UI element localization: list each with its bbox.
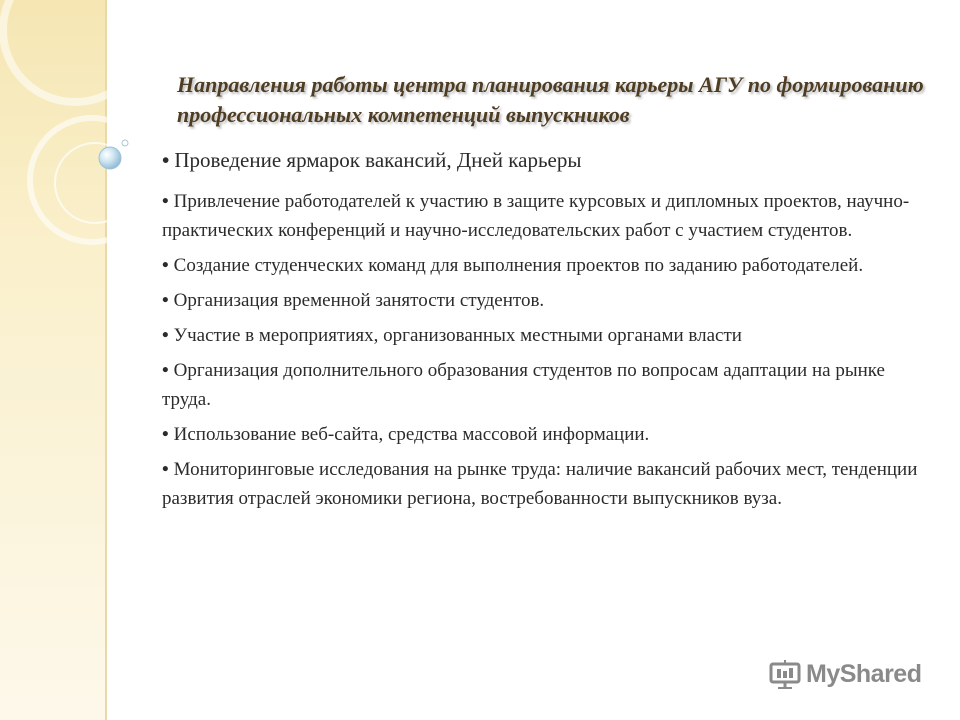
bullet-marker: • [162,148,170,172]
bullet-item [162,455,922,513]
bullet-text: Создание студенческих команд для выполнения проектов по заданию работодателей. [173,255,864,276]
bullet-item [162,356,922,414]
bullet-list [162,145,922,519]
bullet-marker: • [162,424,169,445]
bullet-marker: • [162,255,169,276]
deco-ring-large [3,0,140,102]
bullet-marker: • [162,325,169,346]
bullet-marker: • [162,360,169,381]
bullet-item [162,420,922,449]
watermark-text: MyShared [806,659,922,688]
presentation-board-icon [768,659,802,689]
decorative-rings [0,0,140,300]
bullet-text: Использование веб-сайта, средства массовой информации. [173,424,650,445]
bullet-item [162,145,922,175]
bullet-text: Организация временной занятости студентов. [173,290,545,311]
bullet-marker: • [162,191,169,212]
deco-small-ball [122,140,128,146]
bullet-item [162,321,922,350]
deco-ring-middle [30,118,140,242]
bullet-item [162,187,922,245]
deco-ring-inner [55,143,135,223]
bullet-text: Проведение ярмарок вакансий, Дней карьеры [174,148,582,172]
bullet-text: Организация дополнительного образования студентов по вопросам адаптации на рынке труда. [162,360,885,410]
slide-title: Направления работы центра планирования карьеры АГУ по формированию профессиональных компетенций выпускников [177,72,924,127]
bullet-marker: • [162,290,169,311]
bullet-text: Мониторинговые исследования на рынке труда: наличие вакансий рабочих мест, тенденции развития отраслей экономики региона, востребованности выпускников вуза. [162,459,918,509]
bullet-text: Привлечение работодателей к участию в защите курсовых и дипломных проектов, научно-практических конференций и научно-исследовательских работ с участием студентов. [162,191,910,241]
bullet-text: Участие в мероприятиях, организованных местными органами власти [173,325,742,346]
bullet-item [162,251,922,280]
bullet-marker: • [162,459,169,480]
myshared-watermark[interactable] [768,656,921,692]
deco-blue-ball [99,147,121,169]
bullet-item [162,286,922,315]
